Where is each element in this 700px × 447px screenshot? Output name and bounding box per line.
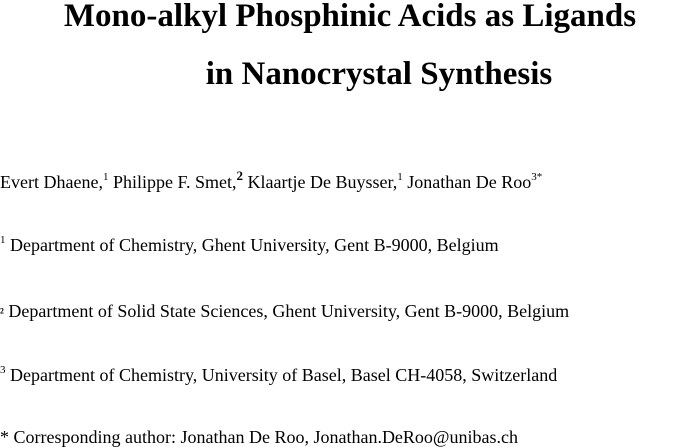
author-list [0,168,543,192]
affiliation-text: Department of Chemistry, Ghent University, Gent B-9000, Belgium [10,235,499,255]
affiliation-mark: 3* [531,171,543,183]
author-name: Evert Dhaene, [0,172,103,192]
author-name: Klaartje De Buysser, [247,172,398,192]
author-name: Philippe F. Smet, [112,172,237,192]
affiliation-3 [0,366,557,384]
affiliation-mark: 3 [0,364,6,376]
affiliation-mark: 1 [102,171,109,183]
affiliation-1 [0,236,499,254]
affiliation-text: Department of Chemistry, University of Basel, Basel CH-4058, Switzerland [10,365,558,385]
affiliation-mark: 1 [0,234,6,246]
affiliation-2 [0,302,569,320]
paper-title-line-2: in Nanocrystal Synthesis [205,56,553,92]
affiliation-mark: 1 [397,171,403,183]
affiliation-mark: 2 [236,168,244,183]
paper-title-line-1: Mono-alkyl Phosphinic Acids as Ligands [63,0,637,34]
affiliation-mark: ² [0,305,4,320]
corresponding-author-note: * Corresponding author: Jonathan De Roo, Jonathan.DeRoo@unibas.ch [0,427,518,447]
affiliation-text: Department of Solid State Sciences, Ghent University, Gent B-9000, Belgium [8,301,570,321]
author-name: Jonathan De Roo [407,172,532,192]
